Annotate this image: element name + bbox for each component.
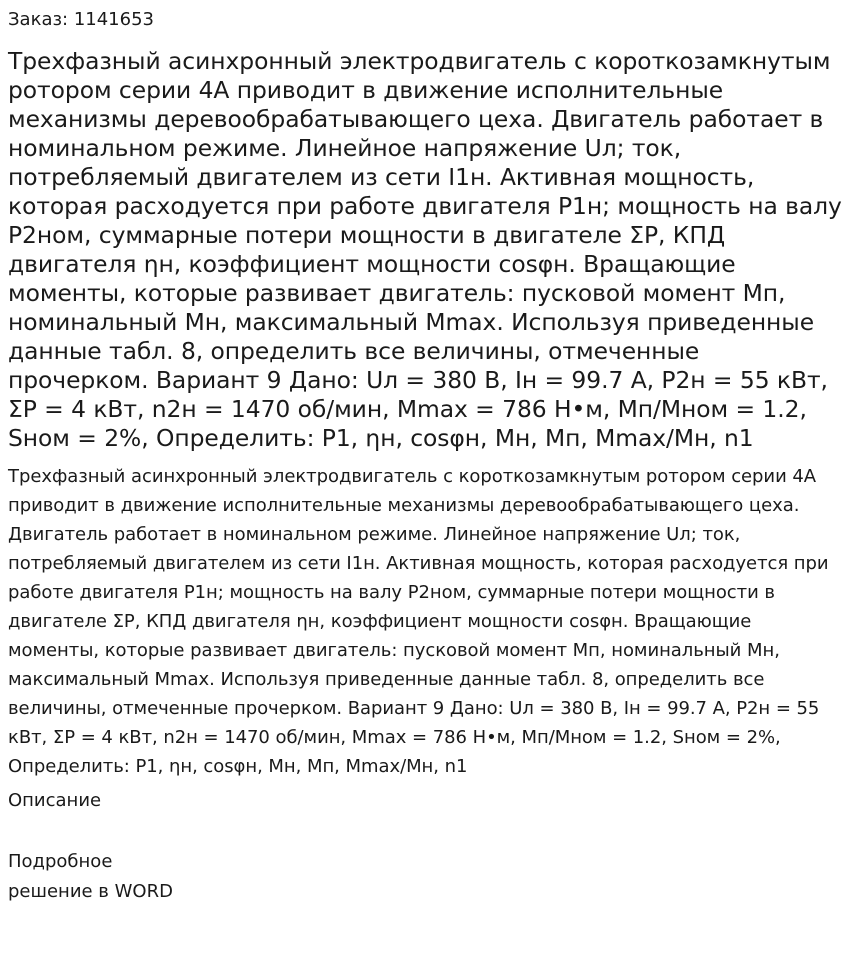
description-heading: Описание [8,790,102,811]
solution-note-line-1: Подробное [8,851,113,872]
solution-note-line-2: решение в WORD [8,881,173,902]
task-description: Трехфазный асинхронный электродвигатель с короткозамкнутым ротором серии 4А приводит в движение исполнительные механизмы деревообрабатывающего цеха. Двигатель работает в номинальном режиме. Линейное напряжение Uл; ток, потребляемый двигателем из сети I1н. Активная мощность, которая расходуется при работе двигателя P1н; мощность на валу P2ном, суммарные потери мощности в двигателе ΣP, КПД двигателя ηн, коэффициент мощности cosφн. Вращающие моменты, которые развивает двигатель: пусковой момент Mп, номинальный Mн, максимальный Mmax. Используя приведенные данные табл. 8, определить все величины, отмеченные прочерком. Вариант 9 Дано: Uл = 380 B, Iн = 99.7 А, P2н = 55 кВт, ΣP = 4 кВт, n2н = 1470 об/мин, Mmax = 786 Н•м, Mп/Mном = 1.2, Sном = 2%, Определить: P1, ηн, cosφн, Mн, Mп, Mmax/Mн, n1 [8,466,829,777]
solution-note [8,847,208,907]
order-number: Заказ: 1141653 [8,9,154,30]
task-title: Трехфазный асинхронный электродвигатель с короткозамкнутым ротором серии 4А приводит в движение исполнительные механизмы деревообрабатывающего цеха. Двигатель работает в номинальном режиме. Линейное напряжение Uл; ток, потребляемый двигателем из сети I1н. Активная мощность, которая расходуется при работе двигателя P1н; мощность на валу P2ном, суммарные потери мощности в двигателе ΣP, КПД двигателя ηн, коэффициент мощности cosφн. Вращающие моменты, которые развивает двигатель: пусковой момент Mп, номинальный Mн, максимальный Mmax. Используя приведенные данные табл. 8, определить все величины, отмеченные прочерком. Вариант 9 Дано: Uл = 380 B, Iн = 99.7 А, P2н = 55 кВт, ΣP = 4 кВт, n2н = 1470 об/мин, Mmax = 786 Н•м, Mп/Mном = 1.2, Sном = 2%, Определить: P1, ηн, cosφн, Mн, Mп, Mmax/Mн, n1 [8,47,842,452]
